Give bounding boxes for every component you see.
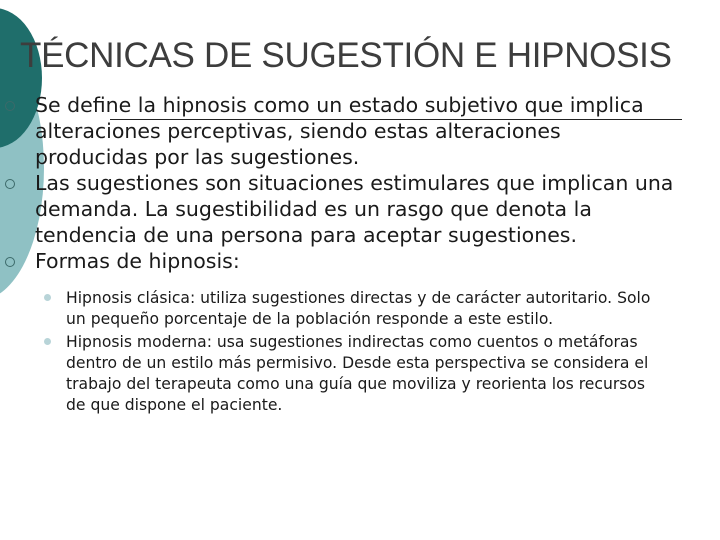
slide-title: TÉCNICAS DE SUGESTIÓN E HIPNOSIS <box>20 36 672 75</box>
sub-bullet-text: Hipnosis clásica: utiliza sugestiones directas y de carácter autoritario. Solo un pequeño porcentaje de la población responde a este estilo. <box>66 289 651 328</box>
bullet-text: Las sugestiones son situaciones estimulares que implican una demanda. La sugestibilidad es un rasgo que denota la tendencia de una persona para aceptar sugestiones. <box>35 171 674 247</box>
slide-body <box>0 92 720 416</box>
dot-bullet-icon <box>44 294 51 301</box>
bullet-item <box>0 92 675 170</box>
bullet-item <box>0 170 675 248</box>
dot-bullet-icon <box>44 338 51 345</box>
bullet-text: Se define la hipnosis como un estado subjetivo que implica alteraciones perceptivas, siendo estas alteraciones producidas por las sugestiones. <box>35 93 644 169</box>
sub-bullet-text: Hipnosis moderna: usa sugestiones indirectas como cuentos o metáforas dentro de un estilo más permisivo. Desde esta perspectiva se considera el trabajo del terapeuta como una guía que moviliza y reorienta los recursos de que dispone el paciente. <box>66 333 649 414</box>
bullet-item <box>0 248 675 274</box>
bullet-text: Formas de hipnosis: <box>35 249 240 273</box>
circle-bullet-icon <box>5 257 15 267</box>
sub-bullet-item <box>0 288 666 330</box>
circle-bullet-icon <box>5 101 15 111</box>
circle-bullet-icon <box>5 179 15 189</box>
sub-bullet-item <box>0 332 666 416</box>
